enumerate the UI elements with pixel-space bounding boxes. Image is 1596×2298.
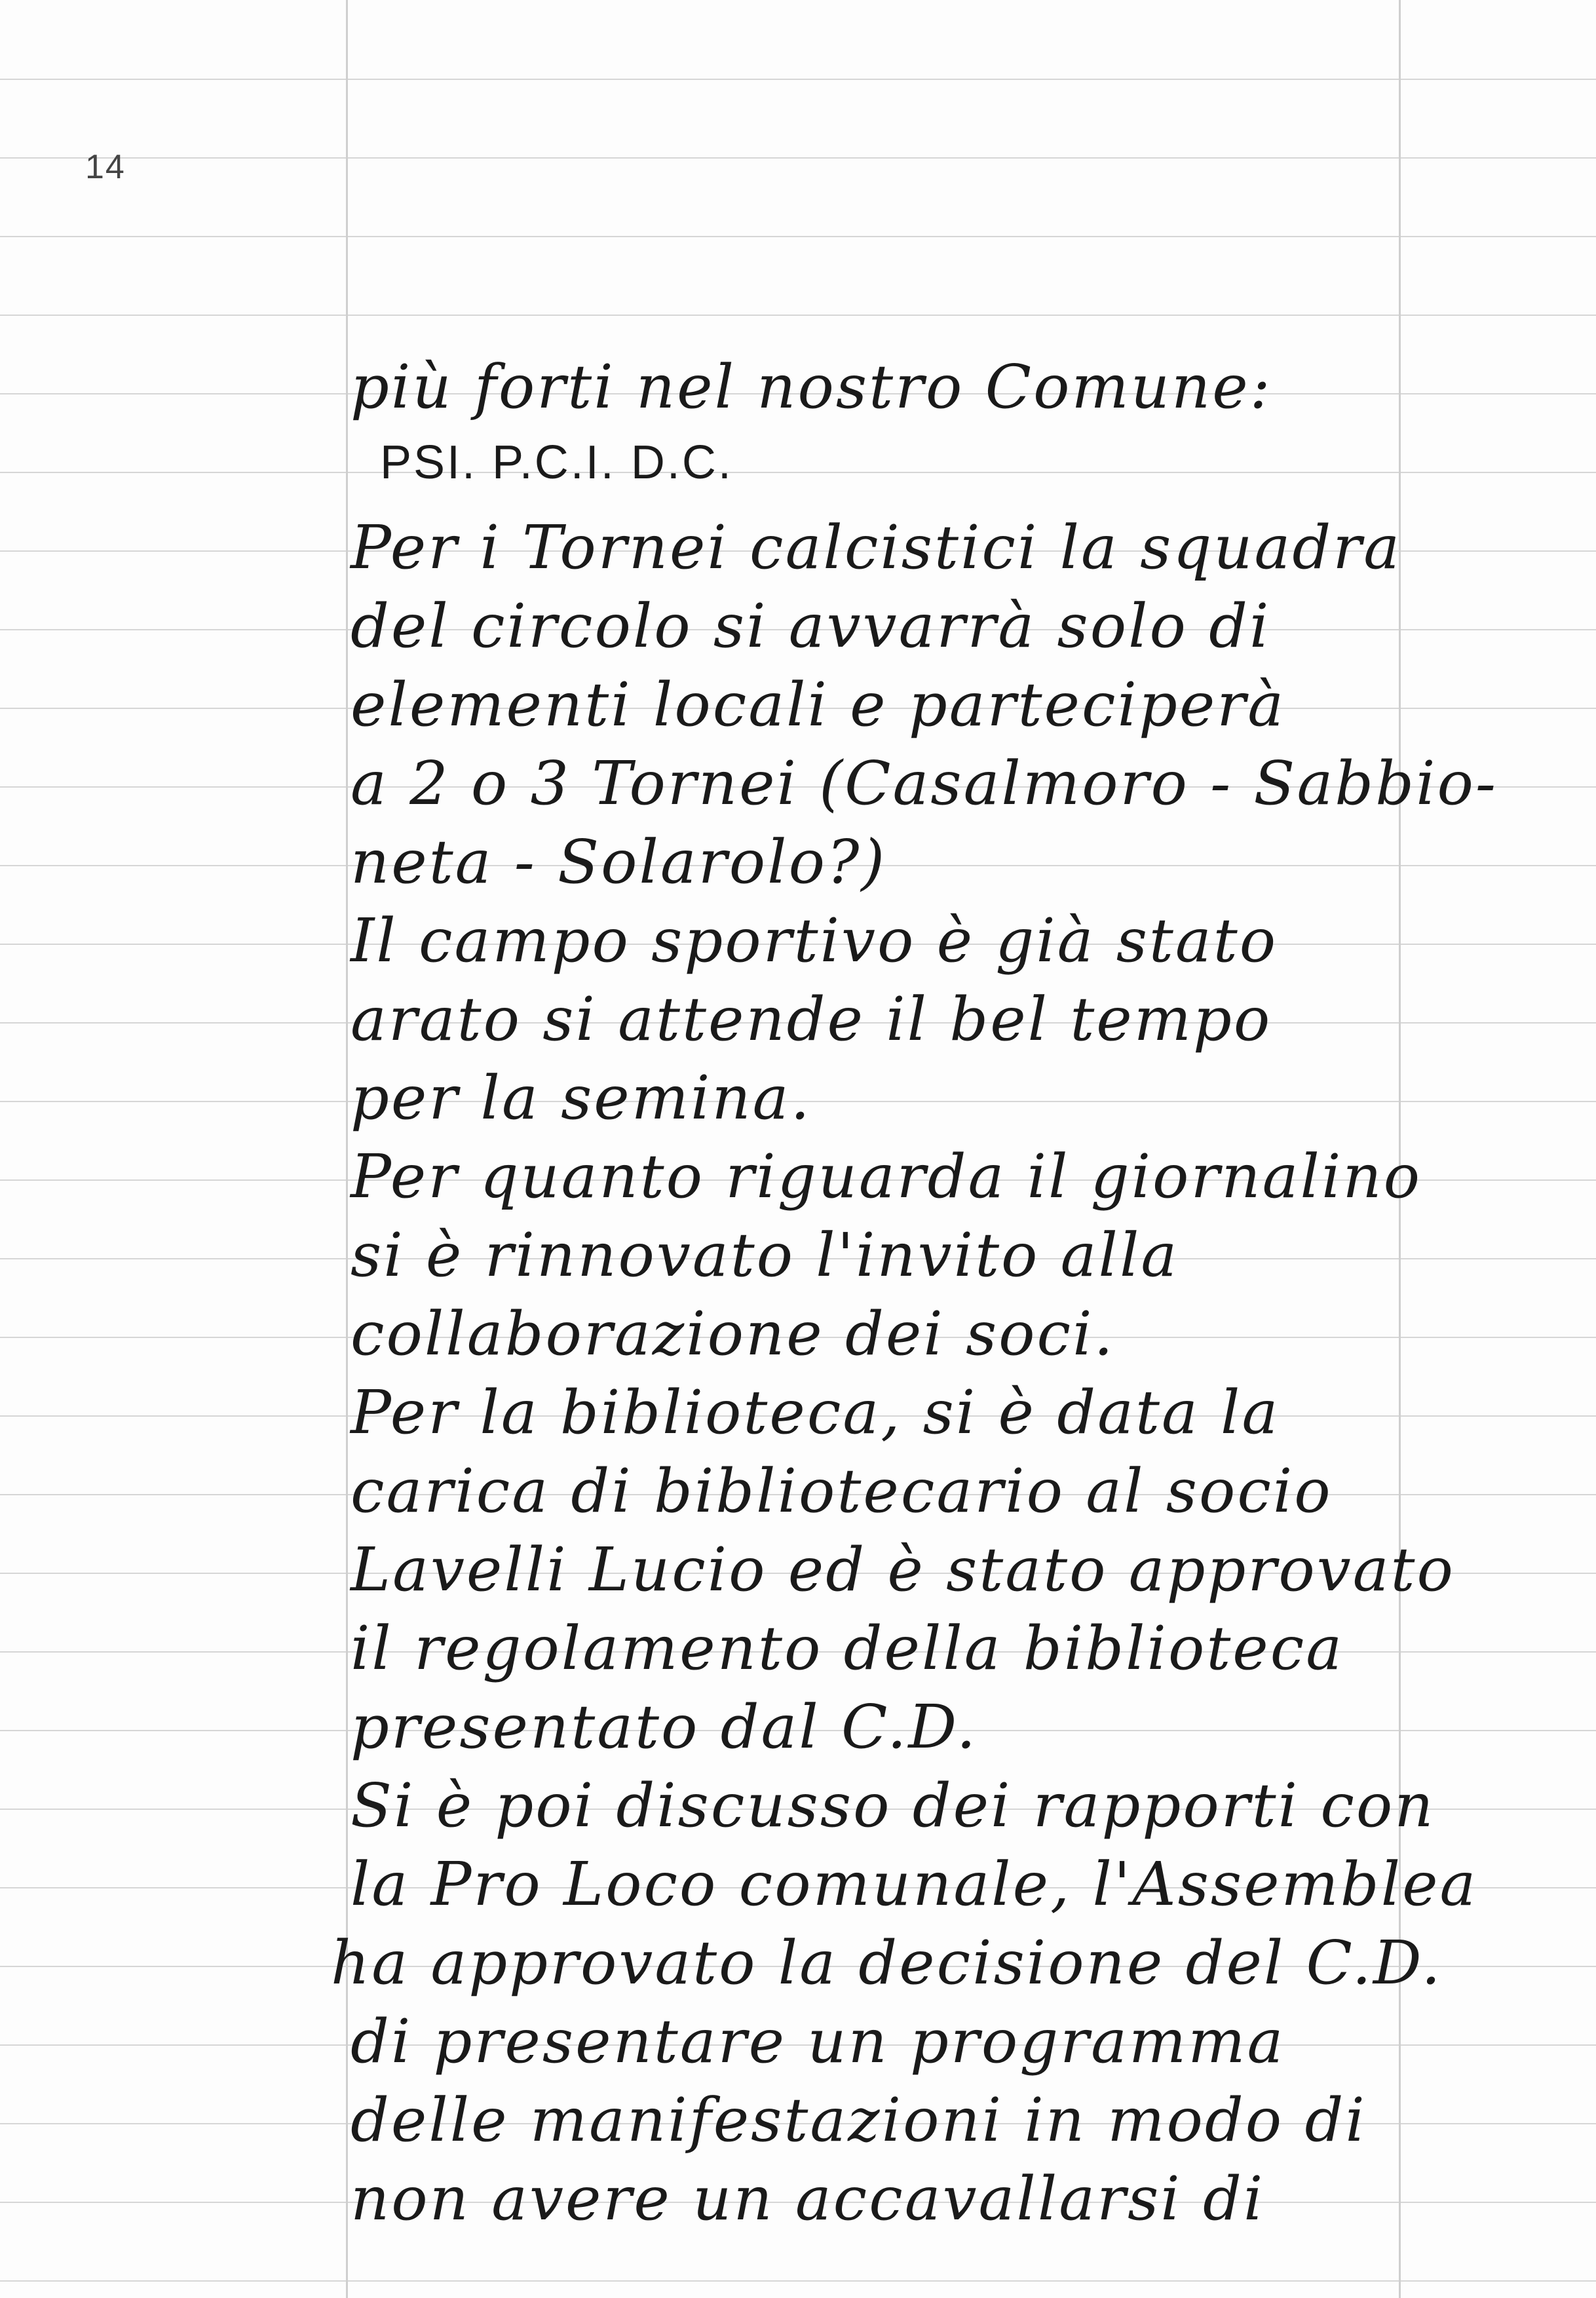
handwriting-line: elementi locali e parteciperà [351, 670, 1286, 740]
handwriting-line: di presentare un programma [351, 2006, 1285, 2077]
ruled-line [0, 236, 1596, 237]
handwriting-line: ha approvato la decisione del C.D. [331, 1928, 1443, 1998]
handwriting-line: delle manifestazioni in modo di [351, 2085, 1367, 2155]
ruled-line [0, 157, 1596, 159]
handwriting-line: la Pro Loco comunale, l'Assemblea [351, 1849, 1478, 1919]
handwriting-line: PSI. P.C.I. D.C. [380, 436, 733, 489]
handwriting-line: arato si attende il bel tempo [351, 984, 1272, 1054]
handwriting-line: presentato dal C.D. [351, 1692, 978, 1762]
handwriting-line: Per la biblioteca, si è data la [351, 1377, 1280, 1447]
handwriting-line: Si è poi discusso dei rapporti con [351, 1771, 1435, 1841]
handwriting-line: per la semina. [351, 1063, 812, 1133]
handwriting-line: non avere un accavallarsi di [351, 2164, 1265, 2234]
handwriting-line: a 2 o 3 Tornei (Casalmoro - Sabbio- [351, 748, 1498, 818]
handwriting-line: collaborazione dei soci. [351, 1299, 1115, 1369]
handwriting-line: Lavelli Lucio ed è stato approvato [351, 1535, 1455, 1605]
page-number: 14 [85, 148, 126, 186]
handwriting-line: più forti nel nostro Comune: [351, 352, 1272, 422]
ruled-line [0, 79, 1596, 80]
handwriting-line: carica di bibliotecario al socio [351, 1456, 1333, 1526]
handwriting-line: del circolo si avvarrà solo di [351, 591, 1271, 661]
handwriting-line: Per i Tornei calcistici la squadra [351, 512, 1402, 583]
ruled-line [0, 315, 1596, 316]
handwriting-line: neta - Solarolo?) [351, 827, 887, 897]
ruled-line [0, 2280, 1596, 2282]
handwriting-line: Per quanto riguarda il giornalino [351, 1141, 1422, 1212]
handwriting-line: si è rinnovato l'invito alla [351, 1220, 1179, 1290]
handwriting-line: Il campo sportivo è già stato [351, 906, 1278, 976]
handwriting-line: il regolamento della biblioteca [351, 1613, 1344, 1683]
